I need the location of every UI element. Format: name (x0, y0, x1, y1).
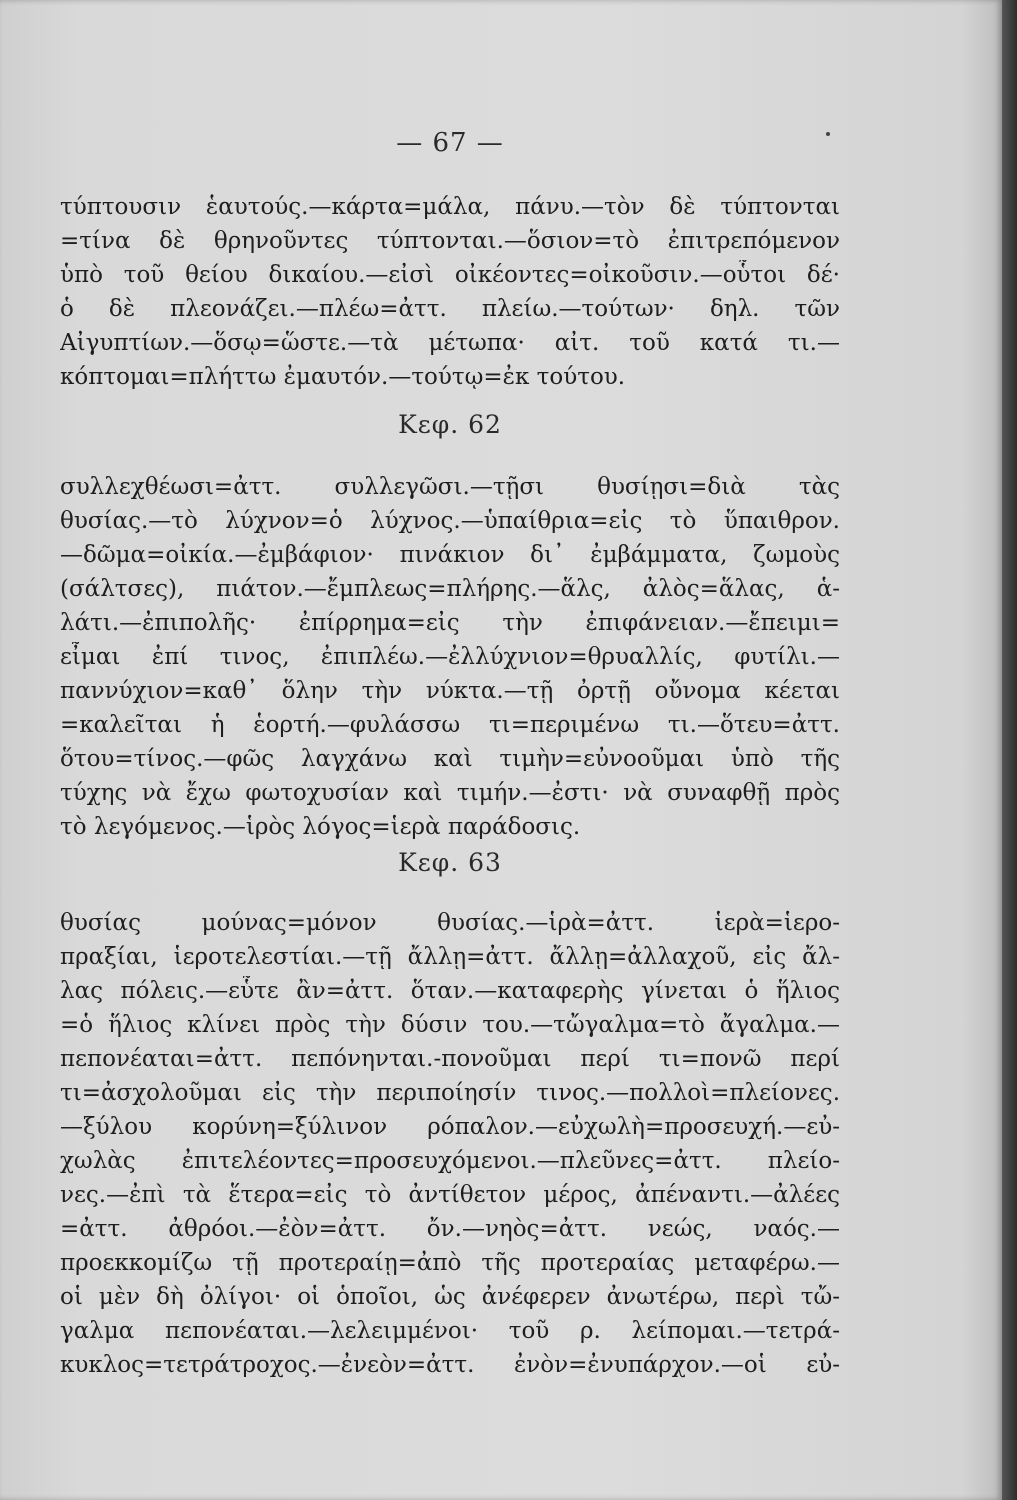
text-line: =ἀττ. ἀθρόοι.—ἐὸν=ἀττ. ὄν.—νηὸς=ἀττ. νεώς, ναός.— (60, 1216, 840, 1242)
text-line: κυκλος=τετράτροχος.—ἐνεὸν=ἀττ. ἐνὸν=ἐνυπάρχον.—οἱ εὐ- (60, 1352, 840, 1378)
text-line: παννύχιον=καθ᾿ ὅλην τὴν νύκτα.—τῇ ὀρτῇ οὔνομα κέεται (60, 678, 840, 704)
text-line: γαλμα πεπονέαται.—λελειμμένοι· τοῦ ρ. λείπομαι.—τετρά- (60, 1318, 840, 1344)
text-line: θυσίας μούνας=μόνον θυσίας.—ἱρὰ=ἀττ. ἱερὰ=ἱερο- (60, 910, 840, 936)
text-line: =τίνα δὲ θρηνοῦντες τύπτονται.—ὅσιον=τὸ ἐπιτρεπόμενον (60, 228, 840, 254)
page-number: — 67 — (396, 128, 504, 158)
text-line: χωλὰς ἐπιτελέοντες=προσευχόμενοι.—πλεῦνες=ἀττ. πλείο- (60, 1148, 840, 1174)
text-line: πεπονέαται=ἀττ. πεπόνηνται.-πονοῦμαι περί τι=πονῶ περί (60, 1046, 840, 1072)
text-line: συλλεχθέωσι=ἀττ. συλλεγῶσι.—τῇσι θυσίῃσι=διὰ τὰς (60, 474, 840, 500)
text-line: θυσίας.—τὸ λύχνον=ὁ λύχνος.—ὑπαίθρια=εἰς τὸ ὕπαιθρον. (60, 508, 840, 534)
text-line: ὅτου=τίνος.—φῶς λαγχάνω καὶ τιμὴν=εὐνοοῦμαι ὑπὸ τῆς (60, 746, 840, 772)
text-line: —ξύλου κορύνη=ξύλινον ρόπαλον.—εὐχωλὴ=προσευχή.—εὐ- (60, 1114, 840, 1140)
text-line: προεκκομίζω τῇ προτεραίῃ=ἀπὸ τῆς προτεραίας μεταφέρω.— (60, 1250, 840, 1276)
text-line: πραξίαι, ἱεροτελεστίαι.—τῇ ἄλλῃ=ἀττ. ἄλλῃ=ἀλλαχοῦ, εἰς ἄλ- (60, 944, 840, 970)
text-line: λας πόλεις.—εὗτε ἂν=ἀττ. ὅταν.—καταφερὴς γίνεται ὁ ἥλιος (60, 978, 840, 1004)
text-line: τὸ λεγόμενος.—ἱρὸς λόγος=ἱερὰ παράδοσις. (60, 814, 581, 840)
text-line: τύπτουσιν ἑαυτούς.—κάρτα=μάλα, πάνυ.—τὸν δὲ τύπτονται (60, 194, 840, 220)
text-line: τύχης νὰ ἔχω φωτοχυσίαν καὶ τιμήν.—ἐστι· νὰ συναφθῇ πρὸς (60, 780, 840, 806)
chapter-heading-62: Κεφ. 62 (398, 410, 502, 439)
text-line: =ὁ ἥλιος κλίνει πρὸς τὴν δύσιν του.—τὤγαλμα=τὸ ἄγαλμα.— (60, 1012, 840, 1038)
text-line: (σάλτσες), πιάτον.—ἔμπλεως=πλήρης.—ἅλς, ἀλὸς=ἅλας, ἁ- (60, 576, 840, 602)
chapter-heading-63: Κεφ. 63 (398, 848, 502, 877)
text-line: νες.—ἐπὶ τὰ ἕτερα=εἰς τὸ ἀντίθετον μέρος, ἀπέναντι.—ἀλέες (60, 1182, 840, 1208)
text-line: οἱ μὲν δὴ ὀλίγοι· οἱ ὁποῖοι, ὡς ἀνέφερεν ἀνωτέρω, περὶ τὤ- (60, 1284, 840, 1310)
text-line: τι=ἀσχολοῦμαι εἰς τὴν περιποίησίν τινος.—πολλοὶ=πλείονες. (60, 1080, 840, 1106)
text-line: κόπτομαι=πλήττω ἐμαυτόν.—τούτῳ=ἐκ τούτου. (60, 364, 626, 390)
text-line: ὑπὸ τοῦ θείου δικαίου.—εἰσὶ οἰκέοντες=οἰκοῦσιν.—οὗτοι δέ· (60, 262, 840, 288)
ink-speck (826, 132, 830, 136)
text-line: ὁ δὲ πλεονάζει.—πλέω=ἀττ. πλείω.—τούτων· δηλ. τῶν (60, 296, 840, 322)
text-line: Αἰγυπτίων.—ὅσῳ=ὥστε.—τὰ μέτωπα· αἰτ. τοῦ κατά τι.— (60, 330, 840, 356)
text-line: —δῶμα=οἰκία.—ἐμβάφιον· πινάκιον δι᾿ ἐμβάμματα, ζωμοὺς (60, 542, 840, 568)
text-line: εἶμαι ἐπί τινος, ἐπιπλέω.—ἐλλύχνιον=θρυαλλίς, φυτίλι.— (60, 644, 840, 670)
text-line: =καλεῖται ἡ ἑορτή.—φυλάσσω τι=περιμένω τι.—ὅτευ=ἀττ. (60, 712, 840, 738)
text-line: λάτι.—ἐπιπολῆς· ἐπίρρημα=εἰς τὴν ἐπιφάνειαν.—ἔπειμι= (60, 610, 840, 636)
page-edge-shadow (1002, 0, 1017, 1500)
